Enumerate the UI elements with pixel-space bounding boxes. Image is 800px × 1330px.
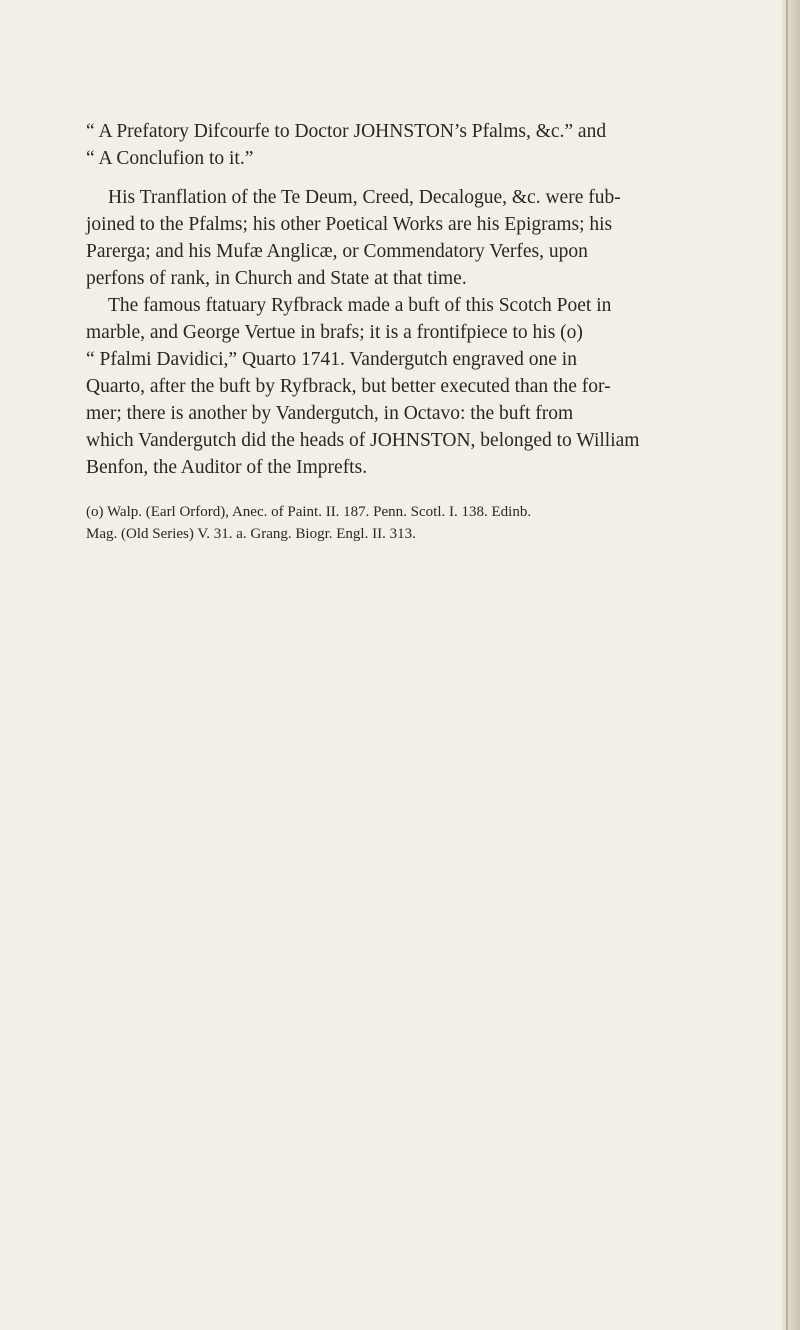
text-line-1: “ A Prefatory Difcourfe to Doctor JOHNSTON’s Pfalms, &c.” and: [86, 121, 607, 142]
text-line-9: “ Pfalmi Davidici,” Quarto 1741. Vandergutch engraved one in: [86, 349, 577, 370]
text-line-13: Benfon, the Auditor of the Imprefts.: [86, 457, 368, 478]
page-text: [86, 118, 768, 545]
text-line-5: Parerga; and his Mufæ Anglicæ, or Commendatory Verfes, upon: [86, 241, 588, 262]
text-line-8: marble, and George Vertue in brafs; it is a frontifpiece to his (o): [86, 322, 583, 343]
text-line-7: The famous ftatuary Ryfbrack made a buft of this Scotch Poet in: [108, 295, 612, 316]
text-line-12: which Vandergutch did the heads of JOHNSTON, belonged to William: [86, 430, 640, 451]
text-line-3: His Tranflation of the Te Deum, Creed, Decalogue, &c. were fub-: [108, 187, 621, 208]
text-line-11: mer; there is another by Vandergutch, in Octavo: the buft from: [86, 403, 574, 424]
text-line-10: Quarto, after the buft by Ryfbrack, but better executed than the for-: [86, 376, 611, 397]
footnote-line-1: (o) Walp. (Earl Orford), Anec. of Paint. II. 187. Penn. Scotl. I. 138. Edinb.: [86, 504, 532, 520]
page-edge-line: [786, 0, 788, 1330]
page-edge: [782, 0, 800, 1330]
text-line-4: joined to the Pfalms; his other Poetical Works are his Epigrams; his: [86, 214, 613, 235]
text-line-6: perfons of rank, in Church and State at that time.: [86, 268, 467, 289]
text-line-2: “ A Conclufion to it.”: [86, 148, 254, 169]
footnote-line-2: Mag. (Old Series) V. 31. a. Grang. Biogr. Engl. II. 313.: [86, 526, 416, 542]
